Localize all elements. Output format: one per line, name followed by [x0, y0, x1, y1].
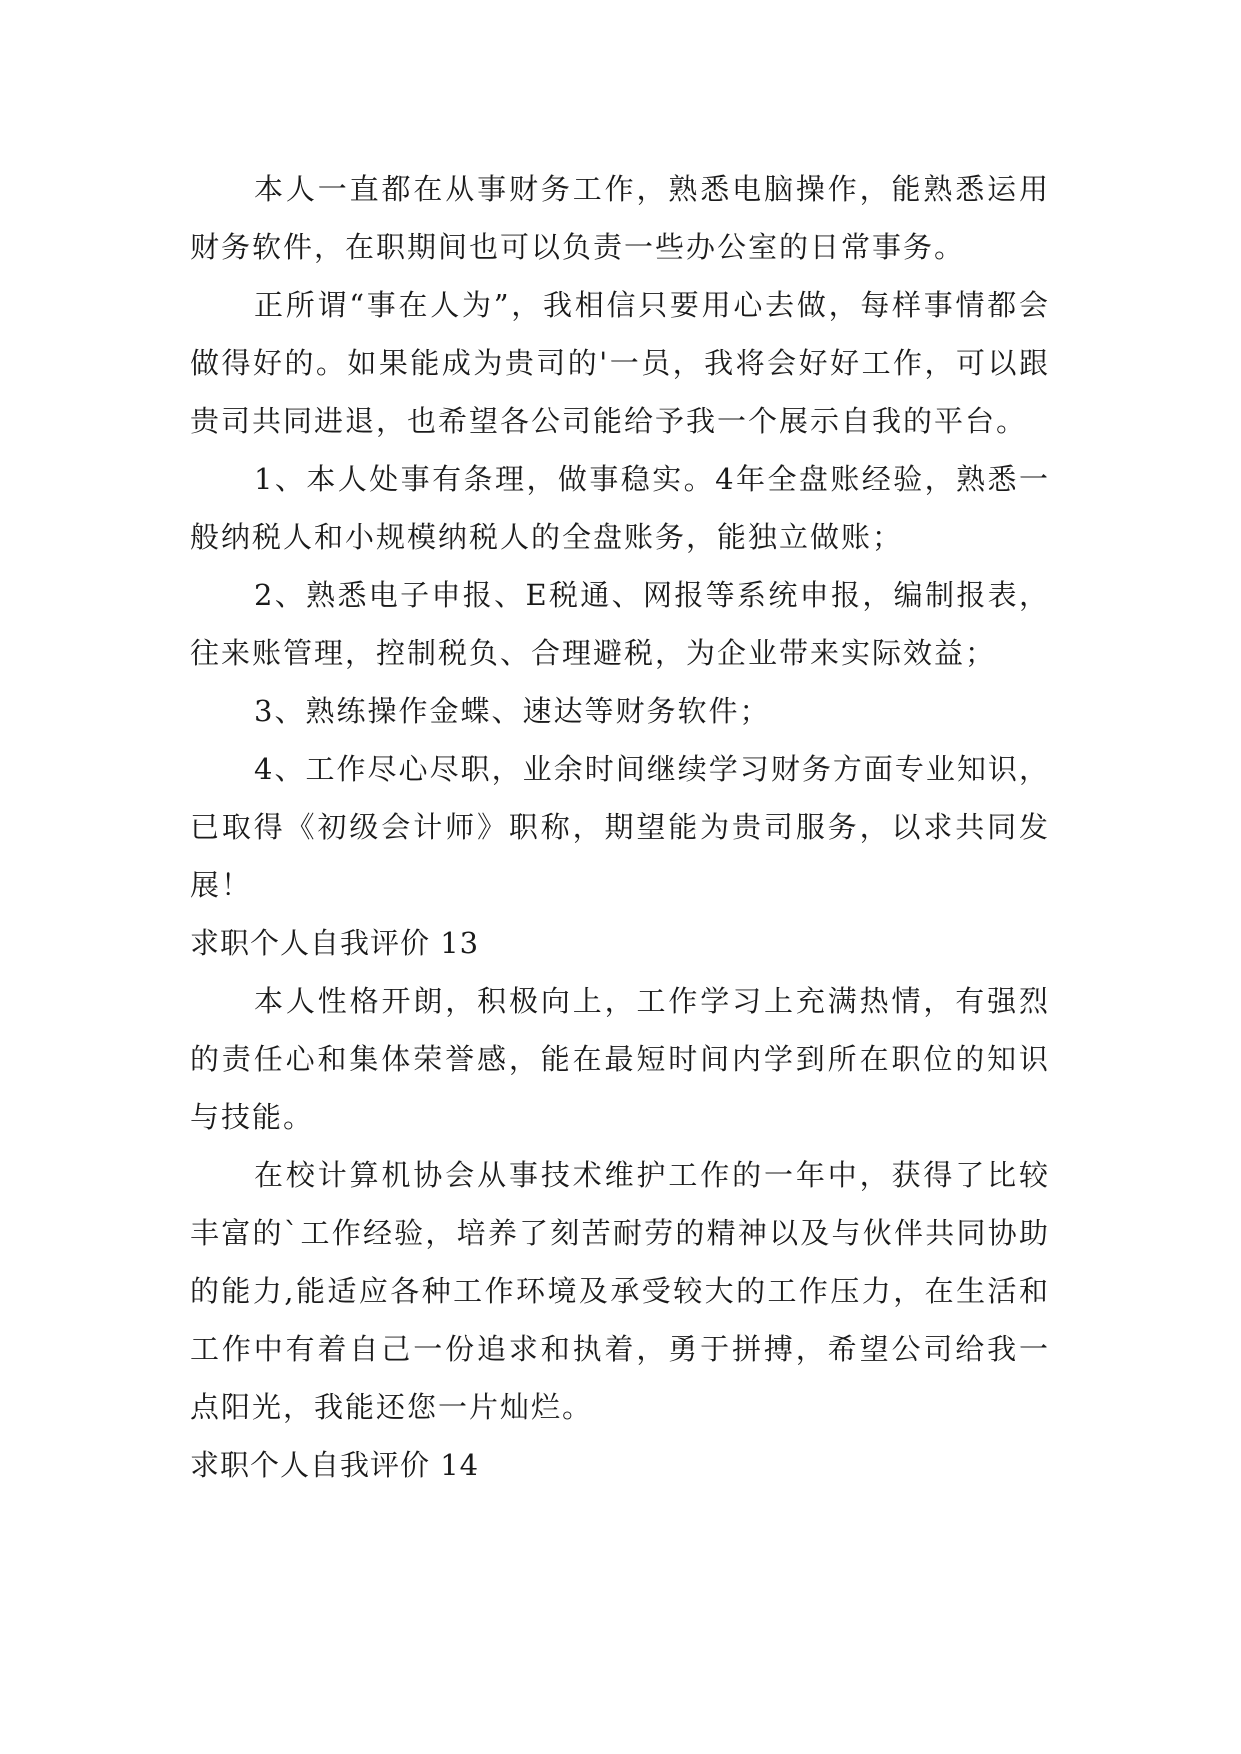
paragraph: 正所谓“事在人为”，我相信只要用心去做，每样事情都会做得好的。如果能成为贵司的'一员，我将会好好工作，可以跟贵司共同进退，也希望各公司能给予我一个展示自我的平台。 [190, 288, 1050, 438]
paragraph: 3、熟练操作金蝶、速达等财务软件； [254, 694, 771, 728]
paragraph: 本人一直都在从事财务工作，熟悉电脑操作，能熟悉运用财务软件，在职期间也可以负责一些办公室的日常事务。 [190, 172, 1050, 264]
paragraph: 在校计算机协会从事技术维护工作的一年中，获得了比较丰富的`工作经验，培养了刻苦耐劳的精神以及与伙伴共同协助的能力,能适应各种工作环境及承受较大的工作压力，在生活和工作中有着自己一份追求和执着，勇于拼搏，希望公司给我一点阳光，我能还您一片灿烂。 [190, 1158, 1050, 1424]
document-body [190, 160, 1050, 1494]
section-heading: 求职个人自我评价 14 [190, 1448, 480, 1482]
paragraph: 本人性格开朗，积极向上，工作学习上充满热情，有强烈的责任心和集体荣誉感，能在最短时间内学到所在职位的知识与技能。 [190, 984, 1050, 1134]
section-heading: 求职个人自我评价 13 [190, 926, 480, 960]
paragraph: 2、熟悉电子申报、E税通、网报等系统申报，编制报表，往来账管理，控制税负、合理避税，为企业带来实际效益； [190, 578, 1050, 670]
paragraph: 1、本人处事有条理，做事稳实。4年全盘账经验，熟悉一般纳税人和小规模纳税人的全盘账务，能独立做账； [190, 462, 1050, 554]
paragraph: 4、工作尽心尽职，业余时间继续学习财务方面专业知识，已取得《初级会计师》职称，期望能为贵司服务，以求共同发展！ [190, 752, 1050, 902]
